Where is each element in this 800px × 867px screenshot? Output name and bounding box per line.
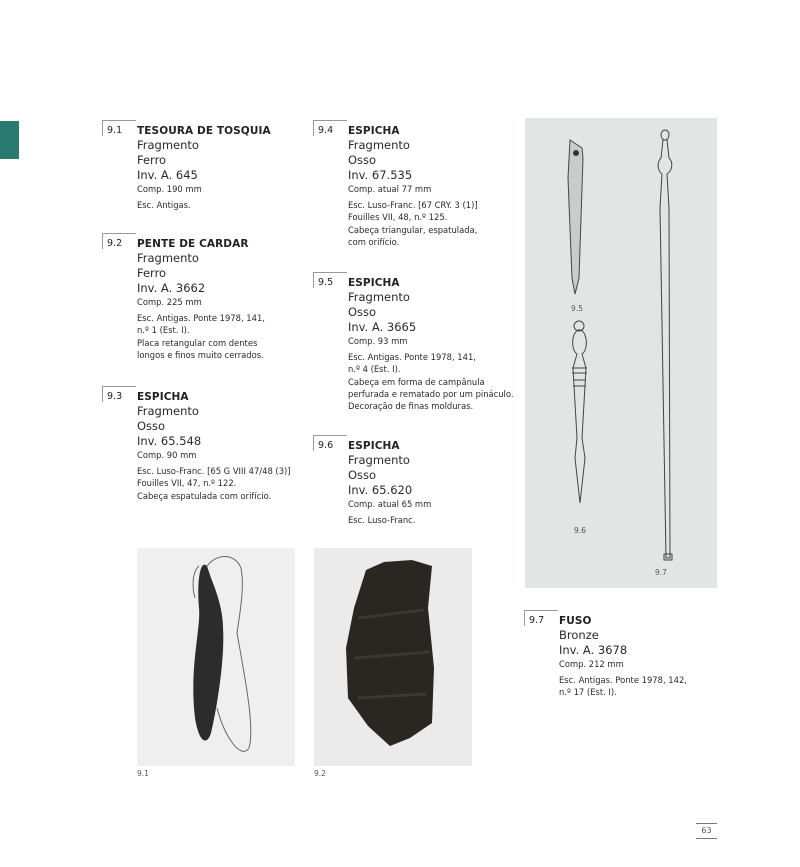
entry-note: Fouilles VII, 48, n.º 125. [348, 212, 448, 223]
entry-dimension: Comp. atual 65 mm [348, 499, 432, 509]
entry-title: ESPICHA [348, 277, 400, 289]
entry-title: ESPICHA [348, 125, 400, 137]
entry-note: Esc. Luso-Franc. [348, 515, 416, 526]
entry-9-4 [318, 124, 548, 248]
entry-dimension: Comp. 225 mm [137, 297, 202, 307]
entry-note: Esc. Antigas. [137, 200, 191, 211]
chapter-edge-tab [0, 121, 19, 159]
entry-note: Esc. Antigas. Ponte 1978, 141, [137, 313, 265, 324]
entry-9-3 [107, 390, 337, 502]
entry-note: Cabeça espatulada com orifício. [137, 490, 272, 501]
entry-line: Osso [137, 419, 166, 433]
caption-9-7: 9.7 [655, 568, 667, 577]
entry-line: Fragmento [137, 251, 199, 265]
entry-line: Ferro [137, 153, 167, 167]
caption-9-1: 9.1 [137, 769, 149, 778]
entry-line: Inv. A. 3662 [137, 281, 206, 295]
entry-line: Inv. 67.535 [348, 168, 413, 182]
entry-number: 9.3 [107, 391, 123, 402]
entry-title: TESOURA DE TOSQUIA [137, 125, 271, 137]
entry-line: Osso [348, 468, 377, 482]
entry-line: Fragmento [137, 404, 199, 418]
entry-9-5 [318, 276, 548, 412]
entry-title: ESPICHA [348, 440, 400, 452]
entry-line: Bronze [559, 628, 599, 642]
caption-9-2: 9.2 [314, 769, 326, 778]
entry-number: 9.4 [318, 125, 334, 136]
entry-dimension: Comp. atual 77 mm [348, 184, 432, 194]
entry-note: n.º 4 (Est. I). [348, 364, 401, 375]
entry-note: Esc. Antigas. Ponte 1978, 142, [559, 675, 687, 686]
bone-needles-drawing [525, 118, 717, 588]
entry-note: Fouilles VII, 47, n.º 122. [137, 478, 237, 489]
entry-line: Fragmento [348, 290, 410, 304]
entry-dimension: Comp. 90 mm [137, 450, 197, 460]
entry-note: n.º 17 (Est. I). [559, 687, 617, 698]
entry-number: 9.6 [318, 440, 334, 451]
entry-number: 9.2 [107, 238, 123, 249]
caption-9-6: 9.6 [574, 526, 586, 535]
entry-9-1 [107, 124, 337, 211]
comb-illustration [314, 548, 472, 766]
entry-note: perfurada e rematado por um pináculo. [348, 388, 514, 399]
entry-note: Cabeça triangular, espatulada, [348, 224, 478, 235]
entry-dimension: Comp. 212 mm [559, 659, 624, 669]
entry-line: Fragmento [348, 138, 410, 152]
entry-title: PENTE DE CARDAR [137, 238, 249, 250]
entry-line: Inv. 65.548 [137, 434, 202, 448]
entry-note: com orifício. [348, 236, 400, 247]
photo-shears-9-1 [137, 548, 295, 766]
entry-note: Esc. Luso-Franc. [65 G VIII 47/48 (3)] [137, 466, 291, 477]
entry-9-2 [107, 237, 337, 361]
entry-line: Inv. A. 645 [137, 168, 198, 182]
photo-comb-9-2 [314, 548, 472, 766]
page-number-rule-bottom [696, 838, 717, 839]
drawing-panel [525, 118, 717, 588]
entry-number: 9.7 [529, 615, 545, 626]
entry-line: Inv. 65.620 [348, 483, 413, 497]
entry-dimension: Comp. 93 mm [348, 336, 408, 346]
page-number: 63 [701, 826, 712, 835]
entry-line: Ferro [137, 266, 167, 280]
entry-number: 9.1 [107, 125, 123, 136]
entry-line: Fragmento [137, 138, 199, 152]
entry-number: 9.5 [318, 277, 334, 288]
page-number-rule-top [696, 823, 717, 824]
entry-line: Osso [348, 305, 377, 319]
entry-line: Osso [348, 153, 377, 167]
entry-note: Cabeça em forma de campânula [348, 376, 485, 387]
entry-note: n.º 1 (Est. I). [137, 325, 190, 336]
entry-note: longos e finos muito cerrados. [137, 349, 264, 360]
entry-9-6 [318, 439, 548, 526]
entry-line: Inv. A. 3665 [348, 320, 417, 334]
entry-note: Esc. Antigas. Ponte 1978, 141, [348, 352, 476, 363]
entry-dimension: Comp. 190 mm [137, 184, 202, 194]
entry-title: ESPICHA [137, 391, 189, 403]
entry-title: FUSO [559, 615, 592, 627]
shears-illustration [137, 548, 295, 766]
caption-9-5: 9.5 [571, 304, 583, 313]
entry-9-7 [529, 614, 759, 699]
entry-line: Fragmento [348, 453, 410, 467]
entry-note: Esc. Luso-Franc. [67 CRY. 3 (1)] [348, 200, 478, 211]
entry-note: Placa retangular com dentes [137, 337, 258, 348]
entry-note: Decoração de finas molduras. [348, 401, 474, 412]
entry-line: Inv. A. 3678 [559, 643, 628, 657]
